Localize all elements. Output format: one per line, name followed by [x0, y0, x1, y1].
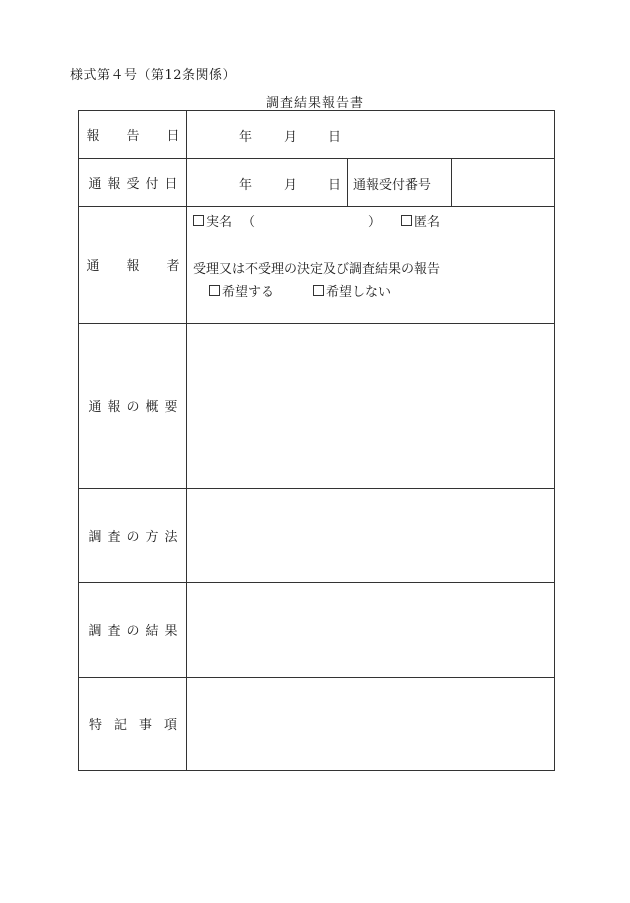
method-field[interactable] [191, 494, 549, 578]
report-date-month[interactable]: 月 [284, 130, 298, 145]
label-result: 調査の結果 [88, 624, 184, 639]
real-name-close-paren: ） [368, 215, 382, 230]
cell-divider [451, 158, 452, 206]
document-title: 調査結果報告書 [265, 96, 364, 111]
receipt-date-day[interactable]: 日 [328, 178, 342, 193]
receipt-date-year[interactable]: 年 [239, 178, 253, 193]
label-receipt-date: 通報受付日 [88, 176, 184, 192]
not-want-report-checkbox[interactable] [313, 285, 324, 296]
real-name-option[interactable]: 実名 [193, 211, 232, 230]
report-request-text: 受理又は不受理の決定及び調査結果の報告 [193, 262, 441, 277]
label-report-date: 報告日 [86, 129, 207, 144]
label-summary: 通報の概要 [88, 400, 184, 415]
receipt-number-label: 通報受付番号 [353, 178, 432, 193]
anonymous-checkbox[interactable] [401, 215, 412, 226]
label-method: 調査の方法 [88, 529, 184, 545]
report-date-day[interactable]: 日 [328, 130, 342, 145]
real-name-checkbox[interactable] [193, 215, 204, 226]
anonymous-option[interactable]: 匿名 [401, 211, 440, 230]
result-field[interactable] [191, 588, 549, 672]
real-name-field[interactable] [262, 211, 362, 227]
label-notes: 特記事項 [88, 718, 189, 733]
report-table [78, 110, 555, 771]
report-date-year[interactable]: 年 [239, 130, 253, 145]
cell-divider [347, 158, 348, 206]
receipt-number-field[interactable] [455, 163, 551, 201]
want-report-option[interactable]: 希望する [209, 281, 274, 300]
receipt-date-month[interactable]: 月 [284, 178, 298, 193]
summary-field[interactable] [191, 329, 549, 483]
not-want-report-option[interactable]: 希望しない [313, 281, 391, 300]
want-report-checkbox[interactable] [209, 285, 220, 296]
real-name-open-paren: （ [242, 215, 256, 230]
notes-field[interactable] [191, 683, 549, 765]
form-number: 様式第４号（第12条関係） [70, 68, 237, 83]
label-whistleblower: 通報者 [86, 259, 207, 274]
